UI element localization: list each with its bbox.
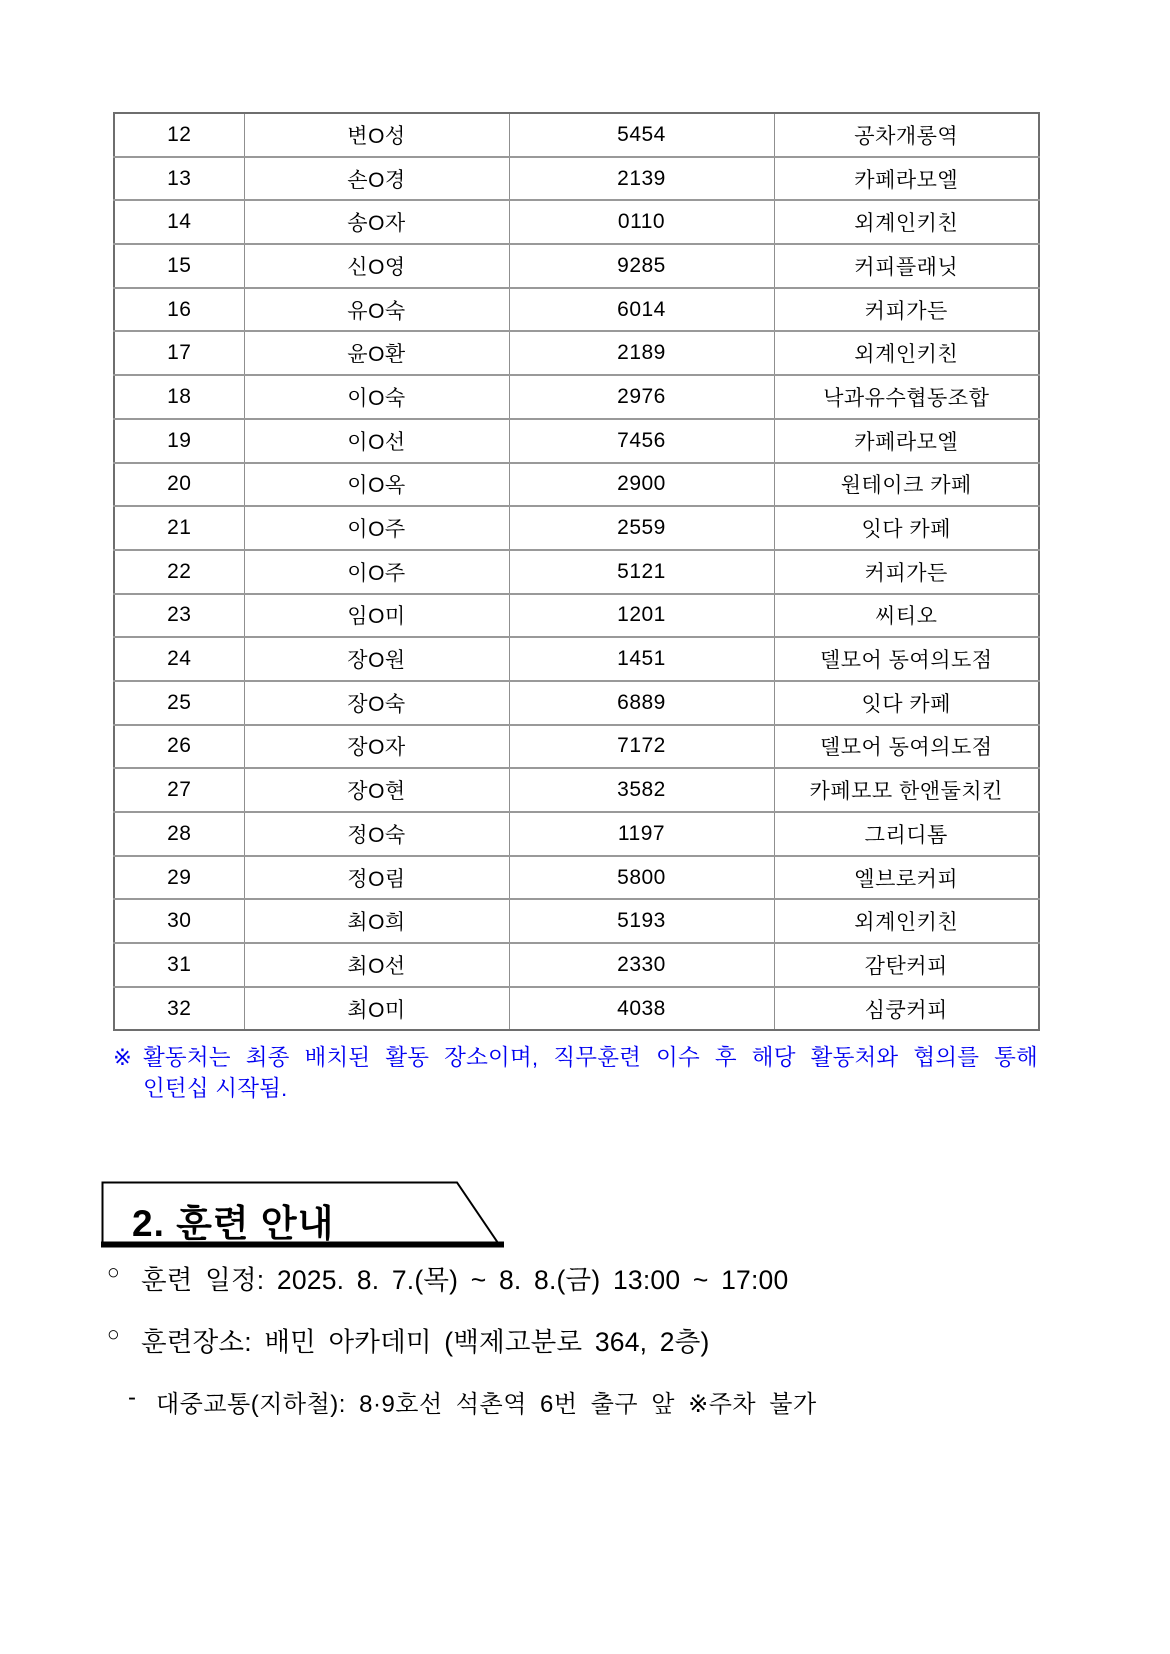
cell-name: 정O숙 [244,812,509,856]
cell-code: 6889 [509,681,774,725]
cell-name: 장O자 [244,725,509,769]
cell-place: 커피가든 [774,550,1039,594]
cell-no: 28 [114,812,244,856]
cell-place: 델모어 동여의도점 [774,637,1039,681]
transit-info-text: 대중교통(지하철): 8·9호선 석촌역 6번 출구 앞 ※주차 불가 [156,1391,817,1418]
cell-no: 16 [114,288,244,332]
cell-place: 그리디톰 [774,812,1039,856]
cell-place: 잇다 카페 [774,681,1039,725]
cell-name: 이O숙 [244,375,509,419]
training-schedule-text: 훈련 일정: 2025. 8. 7.(목) ~ 8. 8.(금) 13:00 ~ 17:00 [141,1265,789,1295]
cell-code: 2900 [509,463,774,507]
cell-name: 손O경 [244,157,509,201]
table-row [114,681,1039,725]
cell-name: 윤O환 [244,331,509,375]
cell-place: 델모어 동여의도점 [774,725,1039,769]
cell-place: 낙과유수협동조합 [774,375,1039,419]
cell-name: 이O주 [244,550,509,594]
cell-name: 이O옥 [244,463,509,507]
table-row [114,899,1039,943]
cell-place: 커피가든 [774,288,1039,332]
table-row [114,463,1039,507]
cell-name: 신O영 [244,244,509,288]
cell-no: 24 [114,637,244,681]
table-row [114,768,1039,812]
cell-no: 12 [114,113,244,157]
cell-no: 30 [114,899,244,943]
cell-name: 최O선 [244,943,509,987]
note-line-1 [113,1042,1038,1073]
cell-code: 1197 [509,812,774,856]
cell-no: 23 [114,594,244,638]
training-schedule-item [107,1258,788,1297]
cell-place: 커피플래닛 [774,244,1039,288]
cell-place: 감탄커피 [774,943,1039,987]
placement-note [113,1042,1038,1104]
table-row [114,550,1039,594]
cell-code: 3582 [509,768,774,812]
cell-code: 2189 [509,331,774,375]
cell-no: 21 [114,506,244,550]
transit-info-item [128,1384,817,1419]
cell-code: 7172 [509,725,774,769]
cell-place: 심쿵커피 [864,998,948,1022]
cell-no: 18 [114,375,244,419]
cell-no: 13 [114,157,244,201]
table-row [114,594,1039,638]
cell-code: 6014 [509,288,774,332]
table-row [114,113,1039,157]
cell-no: 29 [114,856,244,900]
cell-code: 1451 [509,637,774,681]
cell-no: 31 [114,943,244,987]
cell-no: 32 [114,987,244,1031]
cell-place: 카페모모 한앤둘치킨 [774,768,1039,812]
cell-name: 송O자 [244,200,509,244]
cell-code: 9285 [509,244,774,288]
cell-name: 장O원 [244,637,509,681]
cell-code: 4038 [509,987,774,1031]
cell-code: 5193 [509,899,774,943]
cell-name: 유O숙 [244,288,509,332]
circle-bullet-icon: ○ [107,1261,120,1284]
table-row [114,244,1039,288]
cell-place: 외계인키친 [774,899,1039,943]
training-location-item [107,1320,710,1359]
table-row [114,856,1039,900]
cell-no: 25 [114,681,244,725]
table-row [114,331,1039,375]
table-row [114,157,1039,201]
cell-no: 27 [114,768,244,812]
placement-table [113,112,1040,1031]
circle-bullet-icon: ○ [107,1323,120,1346]
cell-no: 20 [114,463,244,507]
cell-no: 26 [114,725,244,769]
table-row [114,812,1039,856]
cell-name: 최O희 [244,899,509,943]
cell-code: 2559 [509,506,774,550]
cell-place: 외계인키친 [774,200,1039,244]
cell-code: 2976 [509,375,774,419]
cell-code: 2330 [509,943,774,987]
table-row [114,987,1039,1031]
cell-place: 공차개롱역 [774,113,1039,157]
section2-title: 2. 훈련 안내 [132,1203,335,1244]
training-location-text: 훈련장소: 배민 아카데미 (백제고분로 364, 2층) [141,1327,710,1357]
cell-no: 17 [114,331,244,375]
note-text-line2: 인턴십 시작됨. [143,1076,288,1101]
table-row [114,375,1039,419]
cell-code: 5800 [509,856,774,900]
cell-name: 변O성 [244,113,509,157]
table-row [114,419,1039,463]
cell-name: 이O주 [244,506,509,550]
table-row [114,725,1039,769]
table-row [114,943,1039,987]
placement-table-wrap [113,112,1040,1031]
table-row [114,506,1039,550]
cell-place: 잇다 카페 [774,506,1039,550]
placement-table-body [114,113,1039,1030]
table-row [114,637,1039,681]
cell-no: 22 [114,550,244,594]
cell-name: 정O림 [244,856,509,900]
cell-code: 5454 [509,113,774,157]
cell-name: 임O미 [244,594,509,638]
cell-place: 엘브로커피 [774,856,1039,900]
cell-name: 장O현 [244,768,509,812]
cell-code: 1201 [509,594,774,638]
cell-code: 7456 [509,419,774,463]
cell-name: 최O미 [244,987,509,1031]
cell-name: 장O숙 [244,681,509,725]
cell-code: 2139 [509,157,774,201]
cell-no: 14 [114,200,244,244]
table-row [114,200,1039,244]
note-text-line1: 활동처는 최종 배치된 활동 장소이며, 직무훈련 이수 후 해당 활동처와 협의를 통해 [143,1045,1038,1070]
cell-name: 이O선 [244,419,509,463]
cell-no: 15 [114,244,244,288]
cell-code: 5121 [509,550,774,594]
cell-code: 0110 [509,200,774,244]
reference-mark-icon: ※ [113,1045,133,1070]
cell-place: 카페라모엘 [774,419,1039,463]
cell-place: 외계인키친 [774,331,1039,375]
table-row [114,288,1039,332]
cell-place: 카페라모엘 [774,157,1039,201]
cell-no: 19 [114,419,244,463]
cell-place: 원테이크 카페 [774,463,1039,507]
cell-place: 씨티오 [774,594,1039,638]
dash-bullet-icon: - [128,1384,137,1411]
section2-banner [101,1180,511,1250]
